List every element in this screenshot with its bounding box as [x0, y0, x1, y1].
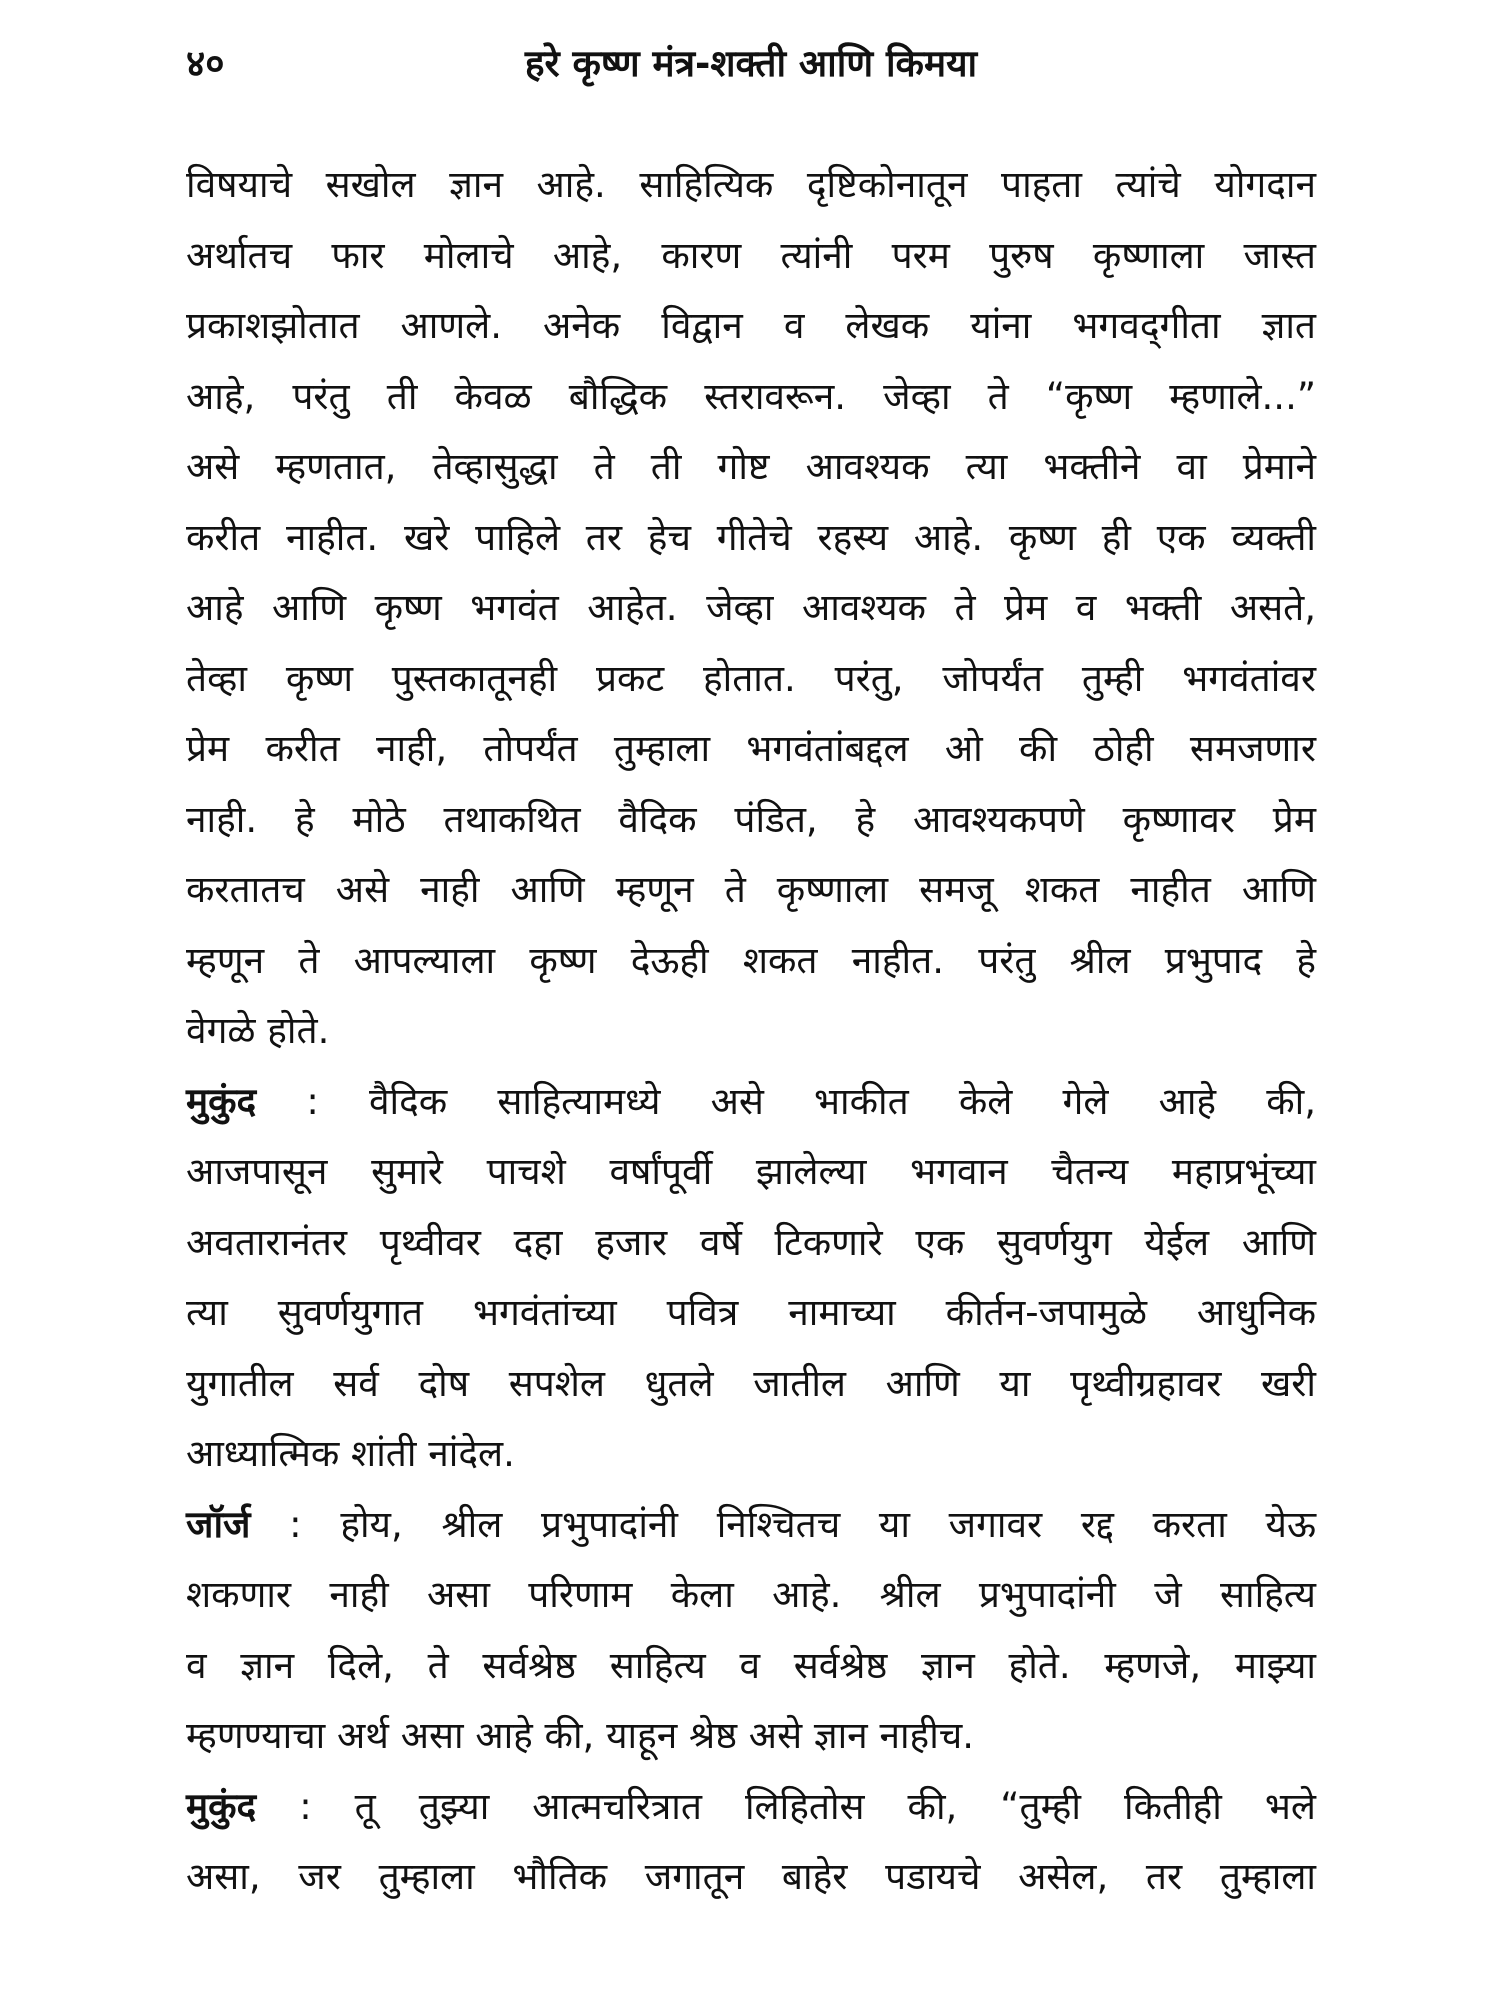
text-line: प्रकाशझोतात आणले. अनेक विद्वान व लेखक यांना भगवद्‌गीता ज्ञात — [186, 304, 1316, 347]
text-line: विषयाचे सखोल ज्ञान आहे. साहित्यिक दृष्टिकोनातून पाहता त्यांचे योगदान — [186, 163, 1316, 206]
dialogue-line-mukund — [186, 1772, 1316, 1843]
dialogue-line-george — [186, 1490, 1316, 1561]
speaker-name: जॉर्ज — [186, 1502, 251, 1546]
text-line: तेव्हा कृष्ण पुस्तकातूनही प्रकट होतात. परंतु, जोपर्यंत तुम्ही भगवंतांवर — [186, 656, 1316, 700]
text-line: असा, जर तुम्हाला भौतिक जगातून बाहेर पडायचे असेल, तर तुम्हाला — [186, 1855, 1316, 1898]
dialogue-text: : वैदिक साहित्यामध्ये असे भाकीत केले गेले आहे की, — [256, 1079, 1316, 1123]
text-line: आध्यात्मिक शांती नांदेल. — [186, 1432, 515, 1475]
dialogue-text: : तू तुझ्या आत्मचरित्रात लिहितोस की, “तुम्ही कितीही भले — [256, 1784, 1316, 1828]
text-line: व ज्ञान दिले, ते सर्वश्रेष्ठ साहित्य व सर्वश्रेष्ठ ज्ञान होते. म्हणजे, माझ्या — [186, 1643, 1316, 1687]
text-line: आजपासून सुमारे पाचशे वर्षांपूर्वी झालेल्या भगवान चैतन्य महाप्रभूंच्या — [186, 1150, 1316, 1193]
text-line: प्रेम करीत नाही, तोपर्यंत तुम्हाला भगवंतांबद्दल ओ की ठोही समजणार — [186, 727, 1316, 770]
dialogue-text: : होय, श्रील प्रभुपादांनी निश्चितच या जगावर रद्द करता येऊ — [250, 1502, 1316, 1546]
text-line: आहे, परंतु ती केवळ बौद्धिक स्तरावरून. जेव्हा ते “कृष्ण म्हणाले...” — [186, 374, 1316, 418]
text-line: म्हणण्याचा अर्थ असा आहे की, याहून श्रेष्ठ असे ज्ञान नाहीच. — [186, 1714, 975, 1757]
text-line: अर्थातच फार मोलाचे आहे, कारण त्यांनी परम पुरुष कृष्णाला जास्त — [186, 233, 1316, 277]
body-text — [186, 150, 1316, 1913]
dialogue-line-mukund — [186, 1067, 1316, 1138]
text-line: करतातच असे नाही आणि म्हणून ते कृष्णाला समजू शकत नाहीत आणि — [186, 868, 1316, 911]
text-line: म्हणून ते आपल्याला कृष्ण देऊही शकत नाहीत. परंतु श्रील प्रभुपाद हे — [186, 938, 1316, 982]
text-line: नाही. हे मोठे तथाकथित वैदिक पंडित, हे आवश्यकपणे कृष्णावर प्रेम — [186, 797, 1316, 841]
text-line: युगातील सर्व दोष सपशेल धुतले जातील आणि या पृथ्वीग्रहावर खरी — [186, 1361, 1316, 1405]
speaker-name: मुकुंद — [186, 1079, 257, 1123]
text-line: अवतारानंतर पृथ्वीवर दहा हजार वर्षे टिकणारे एक सुवर्णयुग येईल आणि — [186, 1220, 1316, 1264]
running-title: हरे कृष्ण मंत्र-शक्ती आणि किमया — [524, 42, 978, 85]
text-line: शकणार नाही असा परिणाम केला आहे. श्रील प्रभुपादांनी जे साहित्य — [186, 1573, 1316, 1616]
text-line: असे म्हणतात, तेव्हासुद्धा ते ती गोष्ट आवश्यक त्या भक्तीने वा प्रेमाने — [186, 445, 1316, 488]
speaker-name: मुकुंद — [186, 1784, 257, 1828]
text-line: करीत नाहीत. खरे पाहिले तर हेच गीतेचे रहस्य आहे. कृष्ण ही एक व्यक्ती — [186, 515, 1316, 559]
running-header — [186, 34, 1316, 94]
page-number: ४० — [186, 42, 225, 85]
text-line: आहे आणि कृष्ण भगवंत आहेत. जेव्हा आवश्यक ते प्रेम व भक्ती असते, — [186, 586, 1316, 629]
text-line: त्या सुवर्णयुगात भगवंतांच्या पवित्र नामाच्या कीर्तन-जपामुळे आधुनिक — [186, 1291, 1316, 1334]
text-line: वेगळे होते. — [186, 1009, 330, 1052]
